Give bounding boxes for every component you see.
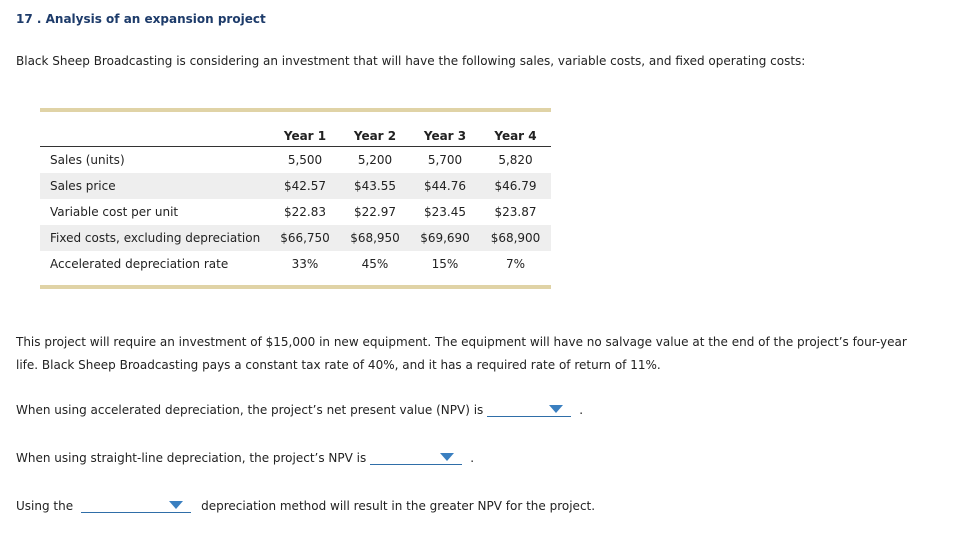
depreciation-method-dropdown[interactable] xyxy=(81,498,191,513)
cell: 7% xyxy=(505,257,526,271)
data-table xyxy=(40,108,551,289)
cell: 5,700 xyxy=(427,153,463,167)
row-label: Variable cost per unit xyxy=(50,205,179,219)
chevron-down-icon xyxy=(169,501,183,509)
description-line-1: This project will require an investment of $15,000 in new equipment. The equipment will have no salvage value at the end of the project’s four-year xyxy=(16,335,907,349)
table-bottom-bar xyxy=(40,285,551,289)
cell: $44.76 xyxy=(410,173,480,199)
question-text: When using accelerated depreciation, the project’s net present value (NPV) is xyxy=(16,402,484,417)
chevron-down-icon xyxy=(440,453,454,461)
header-year-2: Year 2 xyxy=(340,120,410,147)
accelerated-npv-dropdown[interactable] xyxy=(487,402,571,417)
cell: 5,500 xyxy=(287,153,323,167)
question-suffix: depreciation method will result in the greater NPV for the project. xyxy=(201,498,596,513)
cell: 5,820 xyxy=(498,153,533,167)
question-accelerated-npv xyxy=(16,402,583,417)
cell: 5,200 xyxy=(357,153,393,167)
cell: $23.87 xyxy=(494,205,537,219)
cell: $22.97 xyxy=(354,205,396,219)
cell: $22.83 xyxy=(284,205,326,219)
cell: $42.57 xyxy=(270,173,340,199)
question-straight-line-npv xyxy=(16,450,474,465)
table-row xyxy=(40,173,551,199)
project-description xyxy=(16,331,907,377)
description-line-2: life. Black Sheep Broadcasting pays a constant tax rate of 40%, and it has a required rate of return of 11%. xyxy=(16,358,661,372)
table-row xyxy=(40,225,551,251)
row-label: Sales price xyxy=(40,173,270,199)
header-year-1: Year 1 xyxy=(270,120,340,147)
header-year-4: Year 4 xyxy=(480,120,551,147)
header-year-3: Year 3 xyxy=(410,120,480,147)
row-label: Sales (units) xyxy=(50,153,125,167)
cell: 33% xyxy=(291,257,319,271)
question-text: When using straight-line depreciation, the project’s NPV is xyxy=(16,450,367,465)
cell: $66,750 xyxy=(270,225,340,251)
cell: $68,900 xyxy=(480,225,551,251)
period: . xyxy=(579,402,584,417)
cell: $46.79 xyxy=(480,173,551,199)
cell: $69,690 xyxy=(410,225,480,251)
period: . xyxy=(470,450,475,465)
row-label: Fixed costs, excluding depreciation xyxy=(40,225,270,251)
row-label: Accelerated depreciation rate xyxy=(50,257,229,271)
chevron-down-icon xyxy=(549,405,563,413)
cell: $43.55 xyxy=(340,173,410,199)
table-header-row xyxy=(40,120,551,147)
table-row xyxy=(40,147,551,174)
table-row xyxy=(40,251,551,277)
question-greater-npv-method xyxy=(16,498,595,513)
straight-line-npv-dropdown[interactable] xyxy=(370,450,462,465)
cell: $23.45 xyxy=(424,205,466,219)
header-empty xyxy=(40,120,270,147)
question-title: 17 . Analysis of an expansion project xyxy=(16,12,266,26)
table-row xyxy=(40,199,551,225)
cell: 45% xyxy=(361,257,389,271)
cell: $68,950 xyxy=(340,225,410,251)
question-prefix: Using the xyxy=(16,498,74,513)
cell: 15% xyxy=(431,257,459,271)
intro-text: Black Sheep Broadcasting is considering an investment that will have the following sales, variable costs, and fixed operating costs: xyxy=(16,54,806,68)
